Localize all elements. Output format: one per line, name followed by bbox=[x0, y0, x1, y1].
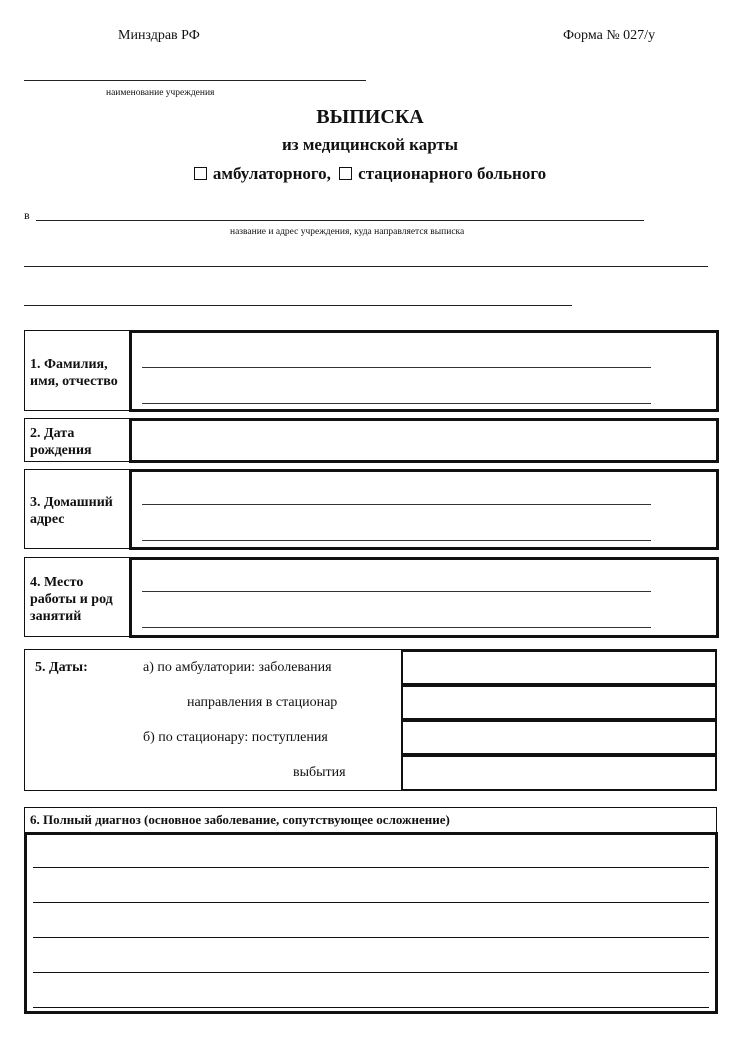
date-admission-field[interactable] bbox=[401, 720, 717, 755]
section-full-name bbox=[24, 330, 717, 411]
institution-caption: наименование учреждения bbox=[106, 88, 215, 98]
destination-line-2[interactable] bbox=[24, 266, 708, 267]
section-birth-date bbox=[24, 418, 717, 462]
birth-date-field[interactable] bbox=[129, 418, 719, 463]
dates-inpatient-label: б) по стационару: поступления bbox=[143, 730, 328, 745]
doc-subtitle: из медицинской карты bbox=[281, 135, 459, 154]
destination-line[interactable] bbox=[36, 220, 644, 221]
full-name-label: 1. Фамилия, имя, отчество bbox=[25, 331, 131, 410]
diagnosis-field[interactable] bbox=[24, 832, 718, 1014]
date-referral-field[interactable] bbox=[401, 685, 717, 720]
section-diagnosis bbox=[24, 807, 717, 1013]
diagnosis-label: 6. Полный диагноз (основное заболевание, сопутствующее осложнение) bbox=[30, 812, 450, 827]
dates-discharge-label: выбытия bbox=[293, 765, 346, 780]
home-address-field[interactable] bbox=[129, 469, 719, 550]
patient-type-options bbox=[0, 164, 740, 184]
home-address-label: 3. Домашний адрес bbox=[25, 470, 131, 548]
destination-line-3[interactable] bbox=[24, 305, 572, 306]
full-name-field[interactable] bbox=[129, 330, 719, 412]
outpatient-checkbox[interactable] bbox=[194, 167, 207, 180]
form-number: Форма № 027/у bbox=[563, 28, 656, 43]
workplace-field[interactable] bbox=[129, 557, 719, 638]
destination-caption: название и адрес учреждения, куда направляется выписка bbox=[230, 227, 465, 237]
date-illness-field[interactable] bbox=[401, 650, 717, 685]
inpatient-checkbox[interactable] bbox=[339, 167, 352, 180]
dates-title: 5. Даты: bbox=[35, 660, 88, 675]
section-home-address bbox=[24, 469, 717, 549]
section-dates bbox=[24, 649, 717, 791]
dates-outpatient-label: а) по амбулатории: заболевания bbox=[143, 660, 332, 675]
institution-name-line[interactable] bbox=[24, 80, 366, 81]
birth-date-label: 2. Дата рождения bbox=[25, 419, 131, 461]
ministry-label: Минздрав РФ bbox=[118, 28, 200, 43]
outpatient-option-label: амбулаторного, bbox=[212, 164, 331, 183]
workplace-label: 4. Место работы и род занятий bbox=[25, 558, 131, 636]
dates-referral-label: направления в стационар bbox=[187, 695, 338, 710]
inpatient-option-label: стационарного больного bbox=[358, 164, 547, 183]
date-discharge-field[interactable] bbox=[401, 755, 717, 791]
doc-title: ВЫПИСКА bbox=[316, 106, 424, 128]
section-workplace bbox=[24, 557, 717, 637]
destination-prefix: в bbox=[24, 208, 30, 222]
